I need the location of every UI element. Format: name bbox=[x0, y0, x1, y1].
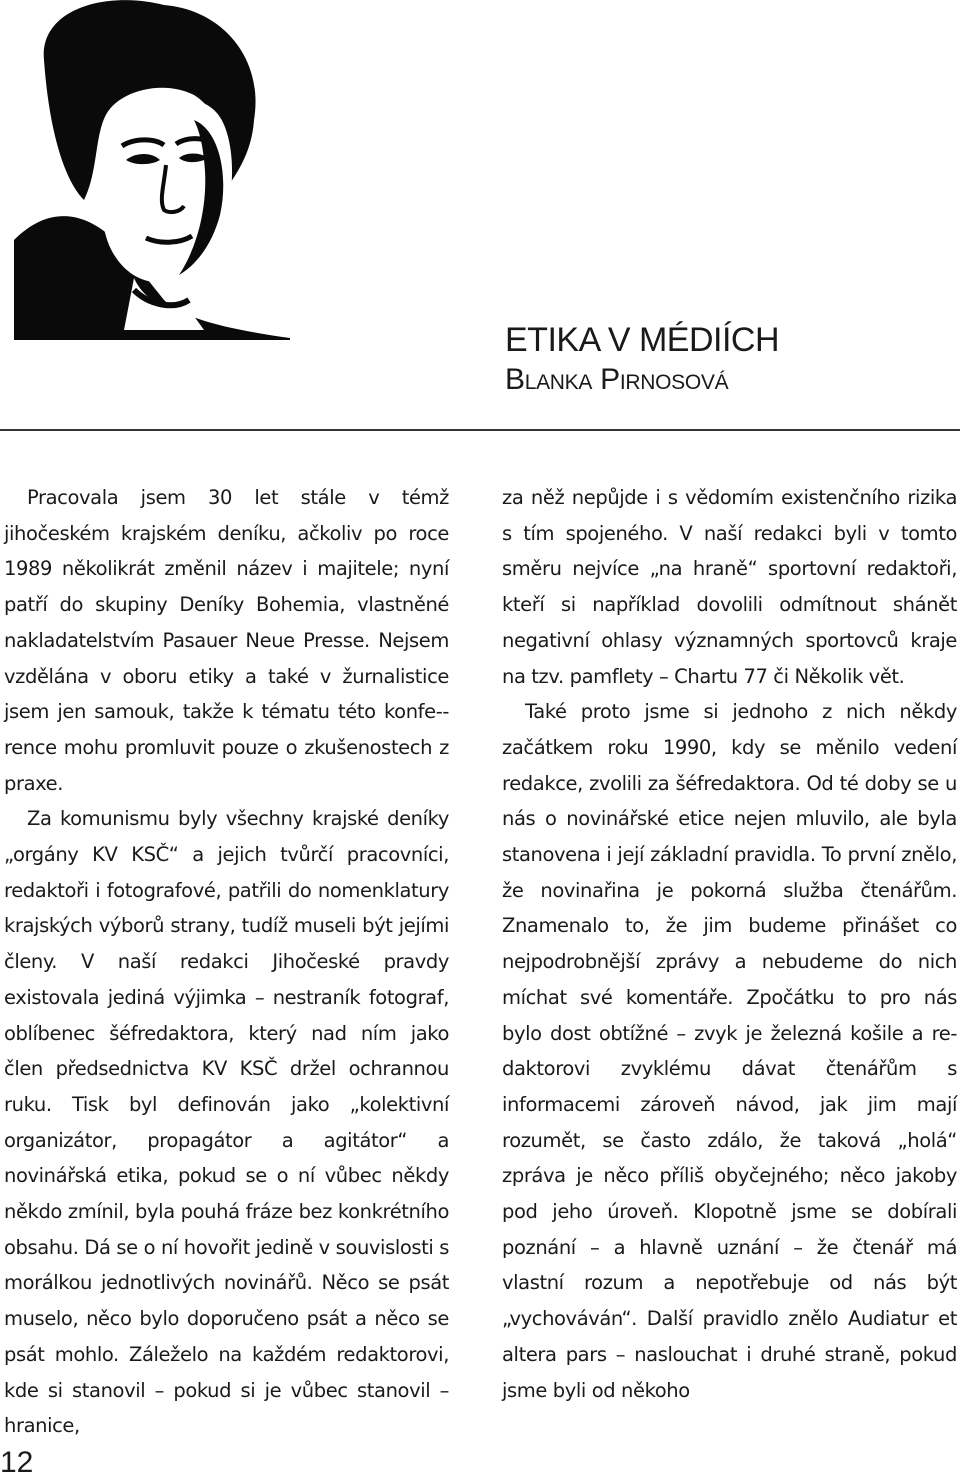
article-header bbox=[505, 320, 945, 400]
page-number: 12 bbox=[0, 1446, 34, 1479]
article-title: ETIKA V MÉDIÍCH bbox=[505, 321, 779, 359]
portrait-photo-icon bbox=[14, 0, 290, 340]
portrait-photo bbox=[14, 0, 290, 340]
paragraph: Pracovala jsem 30 let stále v témž jihočeském krajském deníku, ačkoliv po roce 1989 několikrát změnil název i majitele; nyní patří do skupiny Deníky Bohemia, vlastněné nakladatelstvím Pasauer Neue Presse. Nejsem vzdělána v oboru etiky a také v žurnalistice jsem jen samouk, takže k tématu této konfe--rence mohu promluvit pouze o zkušenostech z praxe. bbox=[4, 486, 449, 795]
paragraph: Také proto jsme si jednoho z nich někdy začátkem roku 1990, kdy se měnilo vedení redakce, zvolili za šéfredaktora. Od té doby se u nás o novinářské etice nejen mluvilo, ale byla stanovena i její základní pravidla. To první znělo, že novinařina je pokorná služba čtenářům. Znamenalo to, že jim budeme přinášet co nejpodrobnější zprávy a nebudeme do nich míchat své komentáře. Zpočátku to pro nás bylo dost obtížné – zvyk je železná košile a re-daktorovi zvyklému dávat čtenářům s informacemi zároveň návod, jak jim mají rozumět, se často zdálo, že taková „holá“ zpráva je něco příliš obyčejného; něco jakoby pod jeho úroveň. Klopotně jsme se dobírali poznání – a hlavně uznání – že čtenář má vlastní rozum a nepotřebuje od nás být „vychováván“. Další pravidlo znělo Audiatur et altera pars – naslouchat i druhé straně, pokud jsme byli od někoho bbox=[502, 700, 957, 1402]
right-column bbox=[502, 480, 957, 1408]
article-author: Blanka Pirnosová bbox=[505, 363, 729, 396]
left-column bbox=[4, 480, 449, 1444]
header-divider bbox=[0, 429, 960, 431]
paragraph: za něž nepůjde i s vědomím existenčního rizika s tím spojeného. V naší redakci byli v tomto směru nejvíce „na hraně“ sportovní redaktoři, kteří si například dovolili odmítnout shánět negativní ohlasy významných sportovců kraje na tzv. pamflety – Chartu 77 či Několik vět. bbox=[502, 486, 957, 688]
paragraph: Za komunismu byly všechny krajské deníky „orgány KV KSČ“ a jejich tvůrčí pracovníci, redaktoři i fotografové, patřili do nomenklatury krajských výborů strany, tudíž museli být jejími členy. V naší redakci Jihočeské pravdy existovala jediná výjimka – nestraník fotograf, oblíbenec šéfredaktora, který nad ním jako člen předsednictva KV KSČ držel ochrannou ruku. Tisk byl definován jako „kolektivní organizátor, propagátor a agitátor“ a novinářská etika, pokud se o ní vůbec někdy někdo zmínil, byla pouhá fráze bez konkrétního obsahu. Dá se o ní hovořit jedině v souvislosti s morálkou jednotlivých novinářů. Něco se psát muselo, něco bylo doporučeno psát a něco se psát mohlo. Záleželo na každém redaktorovi, kde si stanovil – pokud si je vůbec stanovil – hranice, bbox=[4, 807, 449, 1438]
